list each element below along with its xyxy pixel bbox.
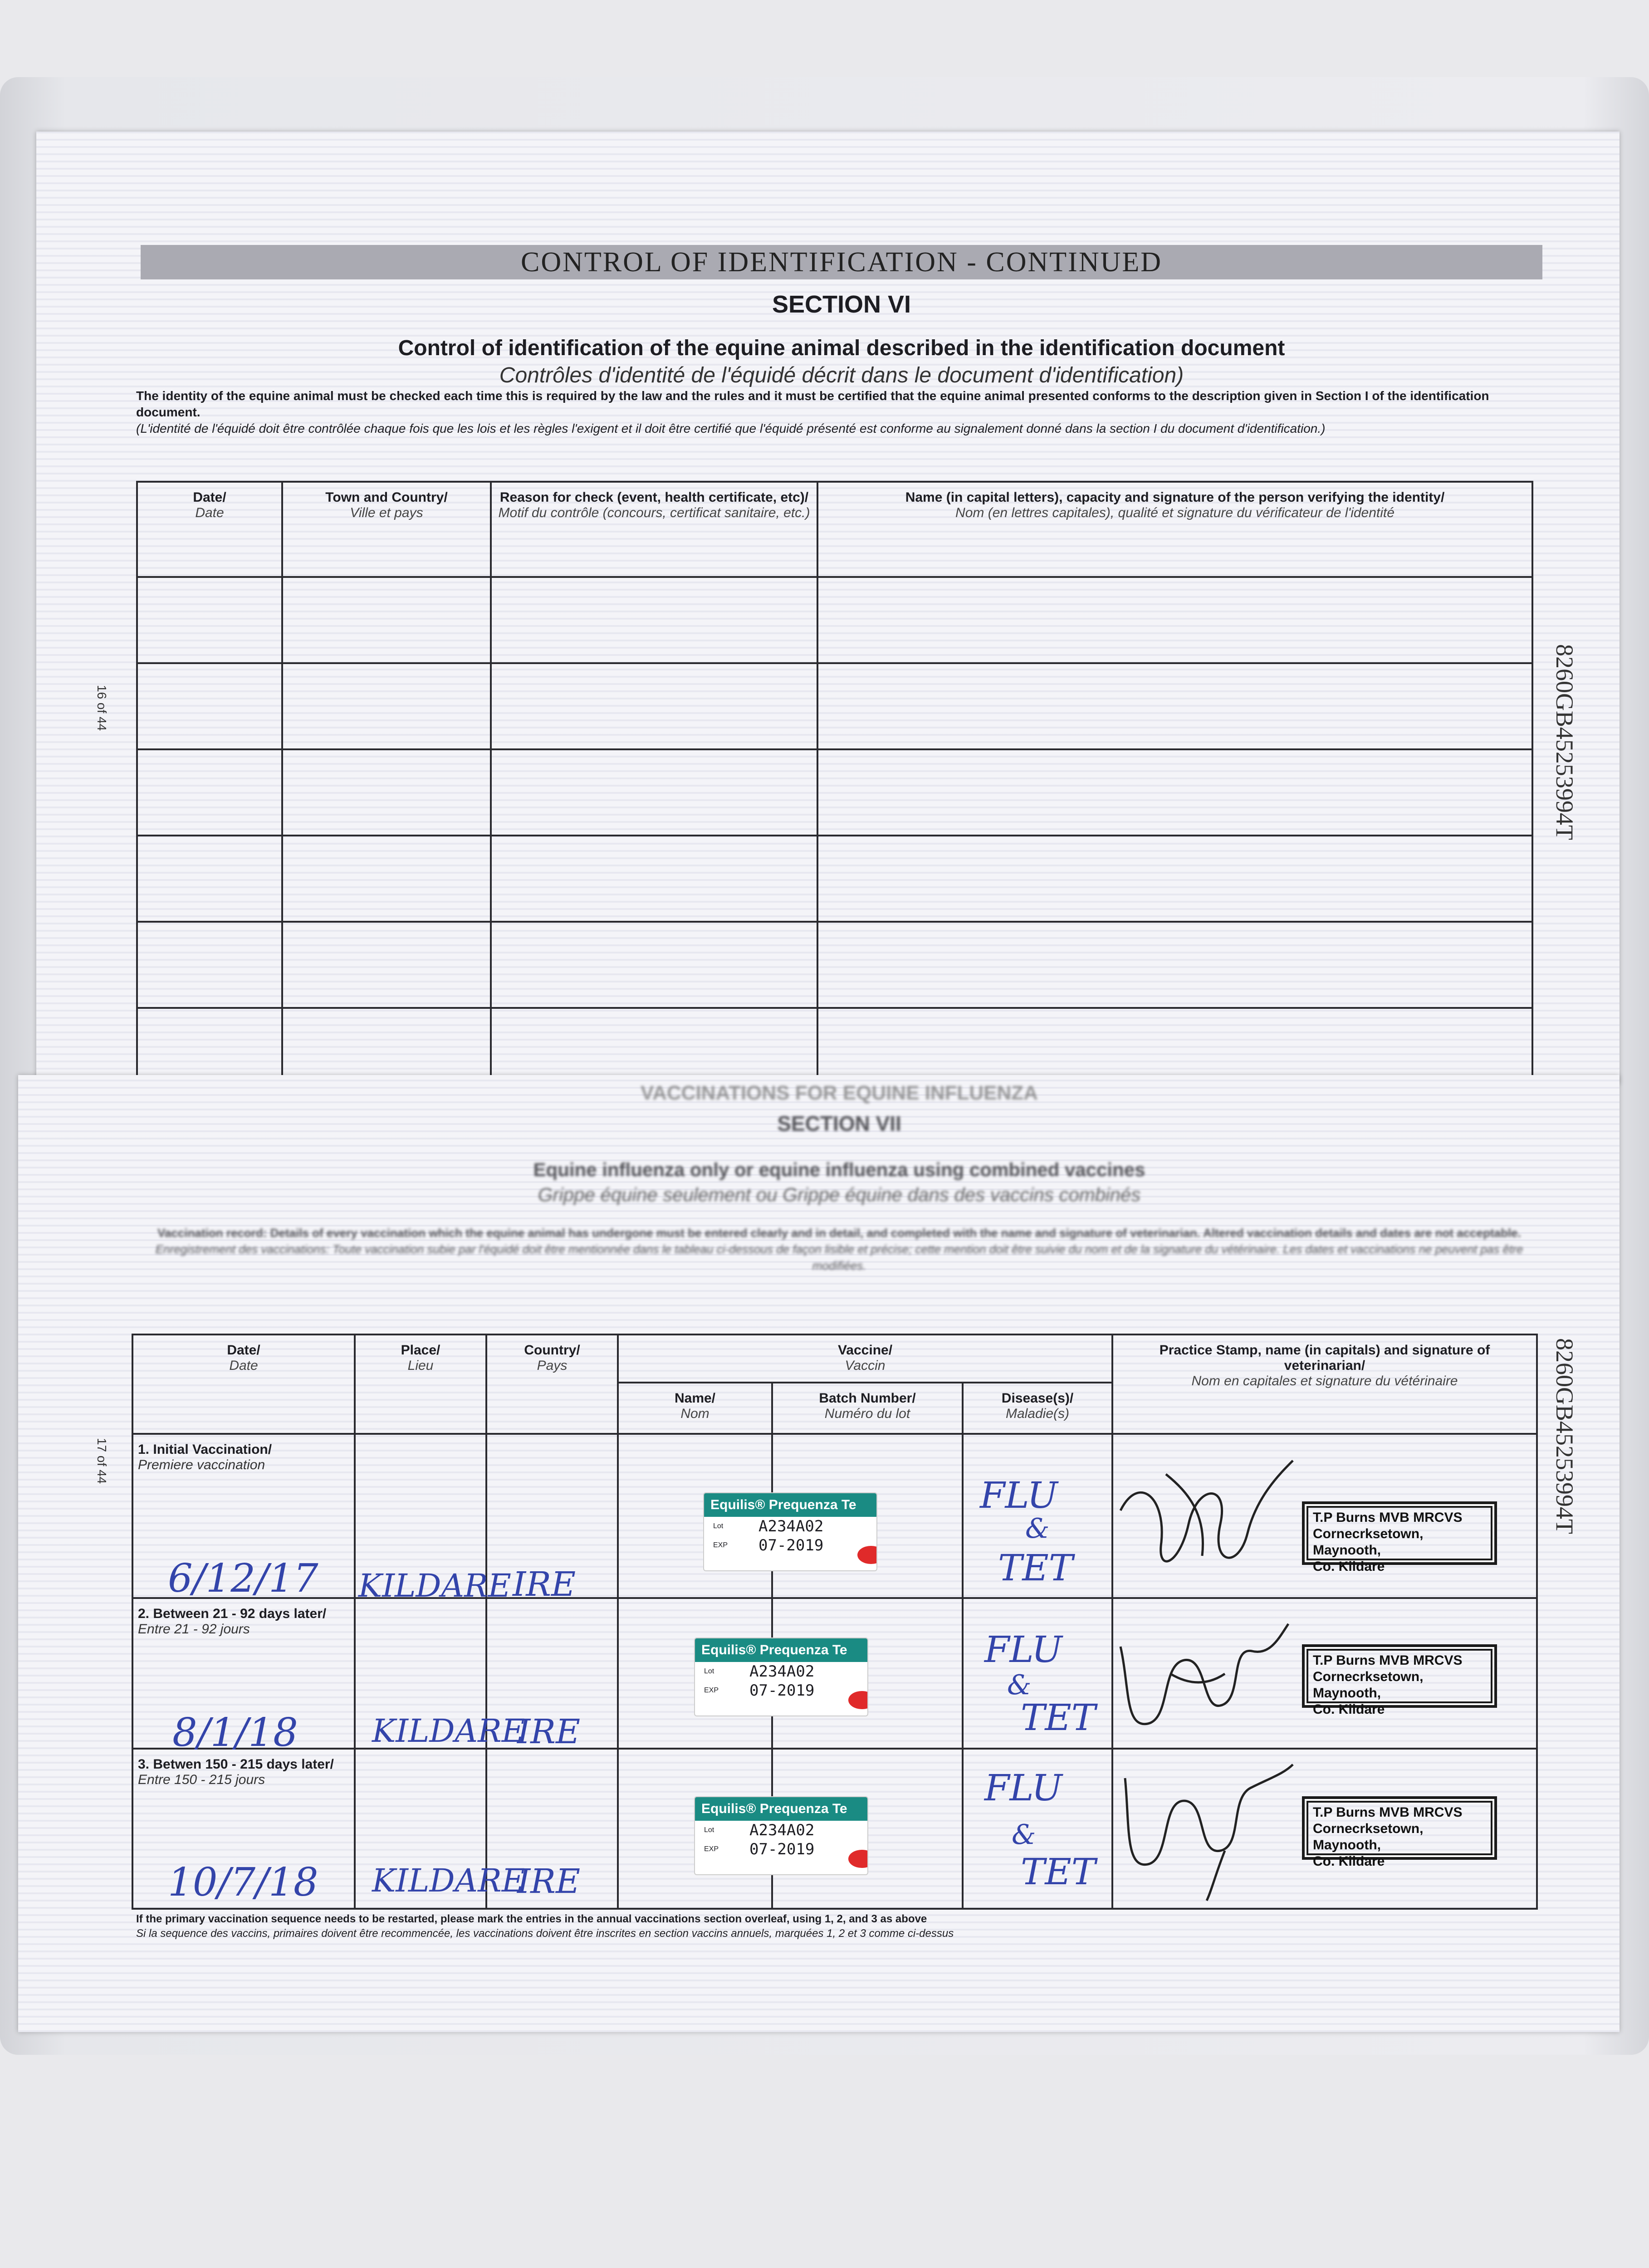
page-heading: Equine influenza only or equine influenza using combined vaccines [533, 1159, 1145, 1180]
expiry-date: 07-2019 [758, 1536, 824, 1554]
handwritten-disease: TET [998, 1547, 1073, 1589]
intro-text-fr: Enregistrement des vaccinations: Toute vaccination subie par l'équidé doit être mentionnée dans le tableau ci-dessous de façon lisible et précise; cette mention doit être suivie du nom et de la signature du vétérinaire. Les dates et vaccinations ne peuvent pas être modifiées. [155, 1242, 1523, 1272]
section-title: SECTION VII [777, 1112, 901, 1135]
handwritten-ampersand: & [1012, 1819, 1036, 1851]
intro-text-en: The identity of the equine animal must be checked each time this is required by the law and the rules and it must be certified that the equine animal presented conforms to the description given in Section I of the identification document. [136, 389, 1489, 419]
vaccine-label [703, 1492, 877, 1571]
label-red-mark [848, 1691, 868, 1709]
practice-stamp: T.P Burns MVB MRCVS Cornecrksetown, Maynooth, Co. Kildare [1302, 1501, 1497, 1565]
row-label: 2. Between 21 - 92 days later/ Entre 21 - 92 jours [132, 1598, 355, 1749]
handwritten-date: 8/1/18 [172, 1710, 298, 1755]
expiry-date: 07-2019 [749, 1840, 815, 1858]
identity-check-table [136, 481, 1533, 1090]
vet-signature [1111, 1456, 1302, 1592]
expiry-date: 07-2019 [749, 1681, 815, 1700]
vaccine-label [694, 1637, 868, 1716]
batch-number: A234A02 [749, 1662, 815, 1681]
col-batch-number: Batch Number/ Numéro du lot [772, 1383, 963, 1433]
exp-abbreviation: EXP [704, 1686, 719, 1694]
document-number: 8260GB45253994T [1551, 1338, 1578, 1534]
col-town-country: Town and Country/ Ville et pays [282, 482, 491, 577]
handwritten-disease: FLU [984, 1767, 1062, 1809]
handwritten-country: IRE [517, 1712, 580, 1751]
lot-abbreviation: Lot [713, 1522, 724, 1530]
vet-signature [1111, 1760, 1302, 1905]
table-row [137, 836, 1532, 922]
label-red-mark [848, 1850, 868, 1868]
handwritten-disease: TET [1021, 1851, 1096, 1893]
col-vaccine: Vaccine/ Vaccin [618, 1334, 1112, 1383]
vaccine-label [694, 1796, 868, 1875]
batch-number: A234A02 [758, 1517, 824, 1535]
handwritten-place: KILDARE [372, 1712, 525, 1750]
col-date: Date/ Date [137, 482, 282, 577]
handwritten-disease: FLU [984, 1628, 1062, 1671]
exp-abbreviation: EXP [704, 1845, 719, 1853]
row-label: 1. Initial Vaccination/ Premiere vaccination [132, 1434, 355, 1598]
page-number: 17 of 44 [95, 1438, 109, 1484]
col-practice-stamp: Practice Stamp, name (in capitals) and signature of veterinarian/ Nom en capitales et signature du vétérinaire [1112, 1334, 1537, 1434]
page-number: 16 of 44 [95, 685, 109, 731]
vet-signature [1107, 1619, 1297, 1751]
handwritten-ampersand: & [1007, 1669, 1032, 1701]
label-red-mark [857, 1546, 877, 1564]
table-row [137, 577, 1532, 663]
handwritten-ampersand: & [1025, 1513, 1050, 1545]
lot-abbreviation: Lot [704, 1826, 714, 1834]
footnote-en: If the primary vaccination sequence needs to be restarted, please mark the entries in the annual vaccinations section overleaf, using 1, 2, and 3 as above [136, 1913, 927, 1925]
col-reason: Reason for check (event, health certificate, etc)/ Motif du contrôle (concours, certificat sanitaire, etc.) [491, 482, 817, 577]
handwritten-place: KILDARE [358, 1567, 511, 1604]
lot-abbreviation: Lot [704, 1667, 714, 1675]
table-row [137, 922, 1532, 1008]
row-label: 3. Betwen 150 - 215 days later/ Entre 150 - 215 jours [132, 1749, 355, 1909]
handwritten-place: KILDARE [372, 1862, 525, 1899]
band-title: VACCINATIONS FOR EQUINE INFLUENZA [641, 1082, 1038, 1104]
handwritten-date: 10/7/18 [168, 1860, 318, 1905]
col-place: Place/ Lieu [355, 1334, 486, 1434]
handwritten-country: IRE [513, 1565, 576, 1604]
footnote [136, 1912, 1542, 1941]
exp-abbreviation: EXP [713, 1541, 728, 1549]
page-heading-fr: Contrôles d'identité de l'équidé décrit dans le document d'identification) [499, 363, 1184, 387]
handwritten-disease: FLU [980, 1474, 1058, 1516]
col-country: Country/ Pays [486, 1334, 618, 1434]
handwritten-date: 6/12/17 [168, 1556, 318, 1601]
vaccine-brand: Equilis® Prequenza Te [695, 1797, 867, 1821]
col-vaccine-name: Name/ Nom [618, 1383, 772, 1433]
band-title: CONTROL OF IDENTIFICATION - CONTINUED [141, 245, 1542, 279]
table-row [137, 749, 1532, 836]
document-number: 8260GB45253994T [1551, 644, 1578, 840]
page-heading: Control of identification of the equine animal described in the identification document [398, 336, 1285, 360]
intro-text-fr: (L'identité de l'équidé doit être contrôlée chaque fois que les lois et les règles l'exigent et il doit être certifié que l'équidé présenté est conforme au signalement donné dans la section I du document d'identification.) [136, 421, 1326, 435]
vaccine-brand: Equilis® Prequenza Te [695, 1638, 867, 1662]
vaccine-brand: Equilis® Prequenza Te [704, 1493, 876, 1517]
intro-text [136, 1225, 1542, 1274]
footnote-fr: Si la sequence des vaccins, primaires doivent être recommencée, les vaccinations doivent être inscrites en section vaccins annuels, marquées 1, 2 et 3 comme ci-dessus [136, 1927, 954, 1940]
table-row [137, 663, 1532, 749]
col-date: Date/ Date [132, 1334, 355, 1434]
batch-number: A234A02 [749, 1821, 815, 1839]
page-heading-fr: Grippe équine seulement ou Grippe équine dans des vaccins combinés [538, 1184, 1141, 1205]
intro-text [136, 388, 1524, 437]
handwritten-country: IRE [517, 1862, 580, 1901]
section-title: SECTION VI [772, 291, 911, 318]
handwritten-disease: TET [1021, 1696, 1096, 1739]
practice-stamp: T.P Burns MVB MRCVS Cornecrksetown, Maynooth, Co. Kildare [1302, 1796, 1497, 1860]
col-verifier: Name (in capital letters), capacity and signature of the person verifying the identity/ Nom (en lettres capitales), qualité et signature du vérificateur de l'identité [817, 482, 1532, 577]
intro-text-en: Vaccination record: Details of every vaccination which the equine animal has undergone must be entered clearly and in detail, and completed with the name and signature of veterinarian. Altered vaccination details and dates are not acceptable. [157, 1226, 1521, 1240]
practice-stamp: T.P Burns MVB MRCVS Cornecrksetown, Maynooth, Co. Kildare [1302, 1644, 1497, 1708]
col-disease: Disease(s)/ Maladie(s) [963, 1383, 1112, 1433]
